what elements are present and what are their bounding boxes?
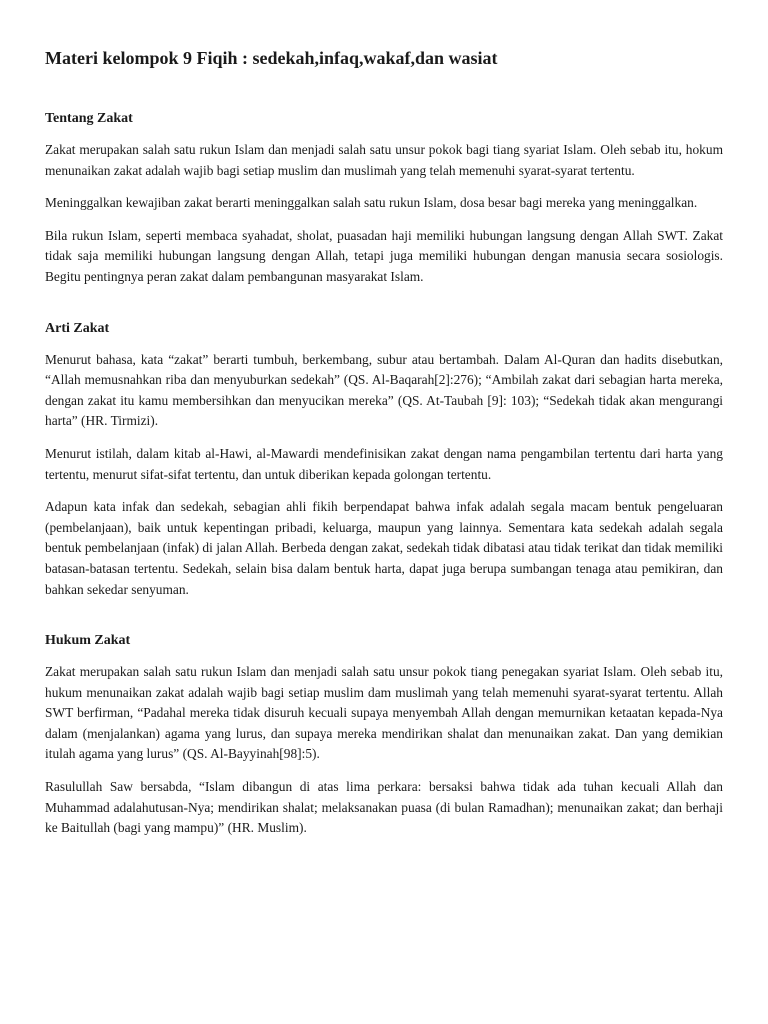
- section-arti-zakat: [45, 320, 723, 601]
- paragraph: Rasulullah Saw bersabda, “Islam dibangun di atas lima perkara: bersaksi bahwa tidak ada tuhan kecuali Allah dan Muhammad adalahutusan-Nya; mendirikan shalat; melaksanakan puasa (di bulan Ramadhan); menunaikan zakat; dan berhaji ke Baitullah (bagi yang mampu)” (HR. Muslim).: [45, 779, 723, 836]
- paragraph: Adapun kata infak dan sedekah, sebagian ahli fikih berpendapat bahwa infak adalah segala macam bentuk pengeluaran (pembelanjaan), baik untuk kepentingan pribadi, keluarga, maupun yang lainnya. Sementara kata sedekah adalah segala bentuk pembelanjaan (infak) di jalan Allah. Berbeda dengan zakat, sedekah tidak dibatasi atau tidak terikat dan tidak memiliki batasan-batasan tertentu. Sedekah, selain bisa dalam bentuk harta, dapat juga berupa sumbangan tenaga atau pemikiran, dan bahkan sekedar senyuman.: [45, 499, 723, 597]
- section-heading: Arti Zakat: [45, 320, 110, 336]
- section-hukum-zakat: [45, 632, 723, 839]
- paragraph: Bila rukun Islam, seperti membaca syahadat, sholat, puasadan haji memiliki hubungan langsung dengan Allah SWT. Zakat tidak saja memiliki hubungan langsung dengan Allah, tetapi juga memiliki hubungan dengan manusia secara sosiologis. Begitu pentingnya peran zakat dalam pembangunan masyarakat Islam.: [45, 227, 723, 284]
- paragraph: Zakat merupakan salah satu rukun Islam dan menjadi salah satu unsur pokok tiang penegakan syariat Islam. Oleh sebab itu, hukum menunaikan zakat adalah wajib bagi setiap muslim dam muslimah yang telah memenuhi syarat-syarat tertentu. Allah SWT berfirman, “Padahal mereka tidak disuruh kecuali supaya menyembah Allah dengan memurnikan ketaatan kepada-Nya dalam (menjalankan) agama yang lurus, dan supaya mereka mendirikan shalat dan menunaikan zakat. Dan yang demikian itulah agama yang lurus” (QS. Al-Bayyinah[98]:5).: [45, 664, 723, 762]
- paragraph: Menurut bahasa, kata “zakat” berarti tumbuh, berkembang, subur atau bertambah. Dalam Al-Quran dan hadits disebutkan, “Allah memusnahkan riba dan menyuburkan sedekah” (QS. Al-Baqarah[2]:276); “Ambilah zakat dari sebagian harta mereka, dengan zakat itu kamu membersihkan dan menyucikan mereka” (QS. At-Taubah [9]: 103); “Sedekah tidak akan mengurangi harta” (HR. Tirmizi).: [45, 351, 723, 429]
- section-tentang-zakat: [45, 110, 723, 288]
- paragraph: Menurut istilah, dalam kitab al-Hawi, al-Mawardi mendefinisikan zakat dengan nama pengambilan tertentu dari harta yang tertentu, menurut sifat-sifat tertentu, dan untuk diberikan kepada golongan tertentu.: [45, 445, 723, 482]
- section-heading: Tentang Zakat: [45, 111, 133, 126]
- document-title: Materi kelompok 9 Fiqih : sedekah,infaq,wakaf,dan wasiat: [45, 48, 498, 68]
- paragraph: Zakat merupakan salah satu rukun Islam dan menjadi salah satu unsur pokok bagi tiang syariat Islam. Oleh sebab itu, hokum menunaikan zakat adalah wajib bagi setiap muslim dan muslimah yang telah memenuhi syarat-syarat tertentu.: [45, 142, 723, 178]
- section-heading: Hukum Zakat: [45, 633, 131, 649]
- paragraph: Meninggalkan kewajiban zakat berarti meninggalkan salah satu rukun Islam, dosa besar bagi mereka yang meninggalkan.: [45, 195, 698, 211]
